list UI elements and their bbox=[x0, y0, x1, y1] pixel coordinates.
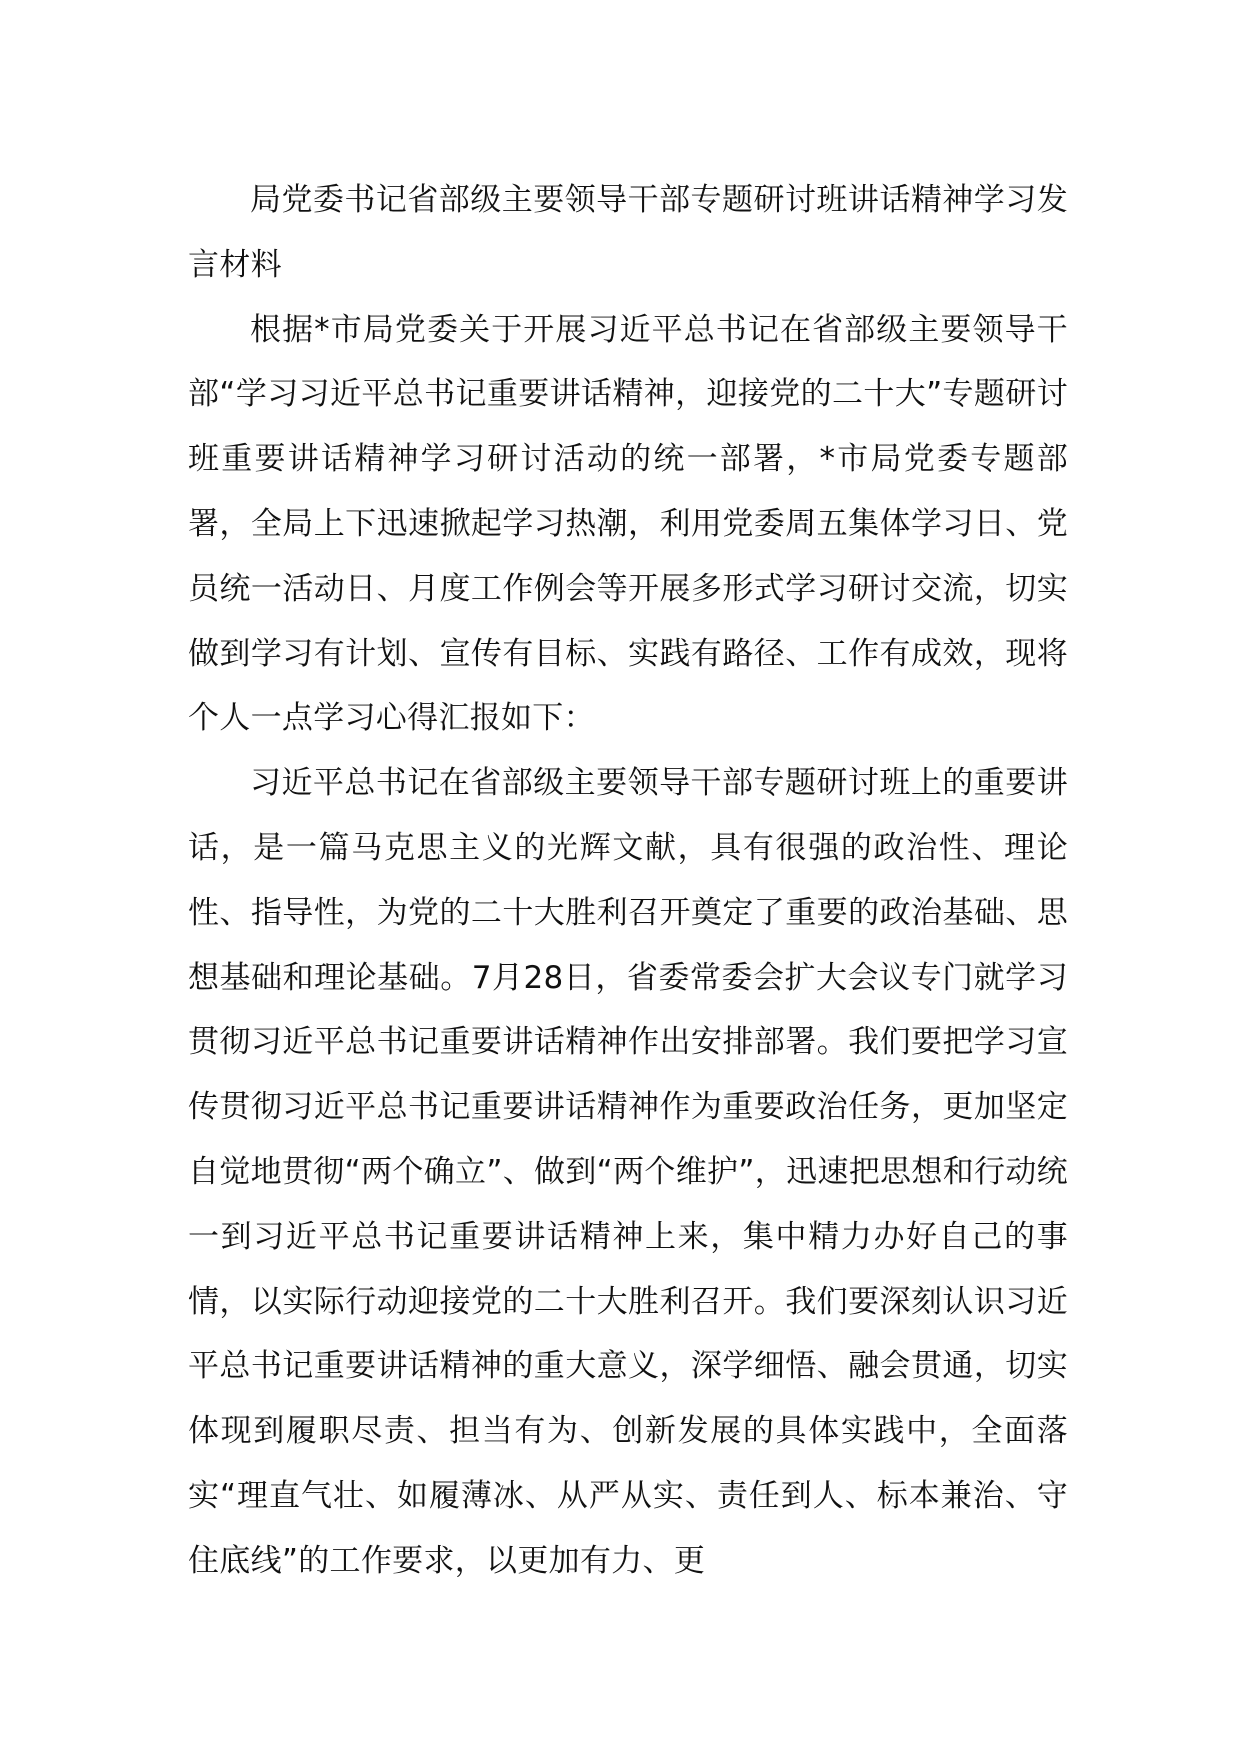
paragraph-2: 习近平总书记在省部级主要领导干部专题研讨班上的重要讲话，是一篇马克思主义的光辉文献，具有很强的政治性、理论性、指导性，为党的二十大胜利召开奠定了重要的政治基础、思想基础和理论基础。7月28日，省委常委会扩大会议专门就学习贯彻习近平总书记重要讲话精神作出安排部署。我们要把学习宣传贯彻习近平总书记重要讲话精神作为重要政治任务，更加坚定自觉地贯彻“两个确立”、做到“两个维护”，迅速把思想和行动统一到习近平总书记重要讲话精神上来，集中精力办好自己的事情，以实际行动迎接党的二十大胜利召开。我们要深刻认识习近平总书记重要讲话精神的重大意义，深学细悟、融会贯通，切实体现到履职尽责、担当有为、创新发展的具体实践中，全面落实“理直气壮、如履薄冰、从严从实、责任到人、标本兼治、守住底线”的工作要求，以更加有力、更 bbox=[188, 765, 1068, 1579]
paragraph-1: 根据*市局党委关于开展习近平总书记在省部级主要领导干部“学习习近平总书记重要讲话精神，迎接党的二十大”专题研讨班重要讲话精神学习研讨活动的统一部署，*市局党委专题部署，全局上下迅速掀起学习热潮，利用党委周五集体学习日、党员统一活动日、月度工作例会等开展多形式学习研讨交流，切实做到学习有计划、宣传有目标、实践有路径、工作有成效，现将个人一点学习心得汇报如下： bbox=[188, 311, 1068, 737]
document-title: 局党委书记省部级主要领导干部专题研讨班讲话精神学习发言材料 bbox=[188, 182, 1068, 283]
document-body bbox=[188, 168, 1068, 1594]
